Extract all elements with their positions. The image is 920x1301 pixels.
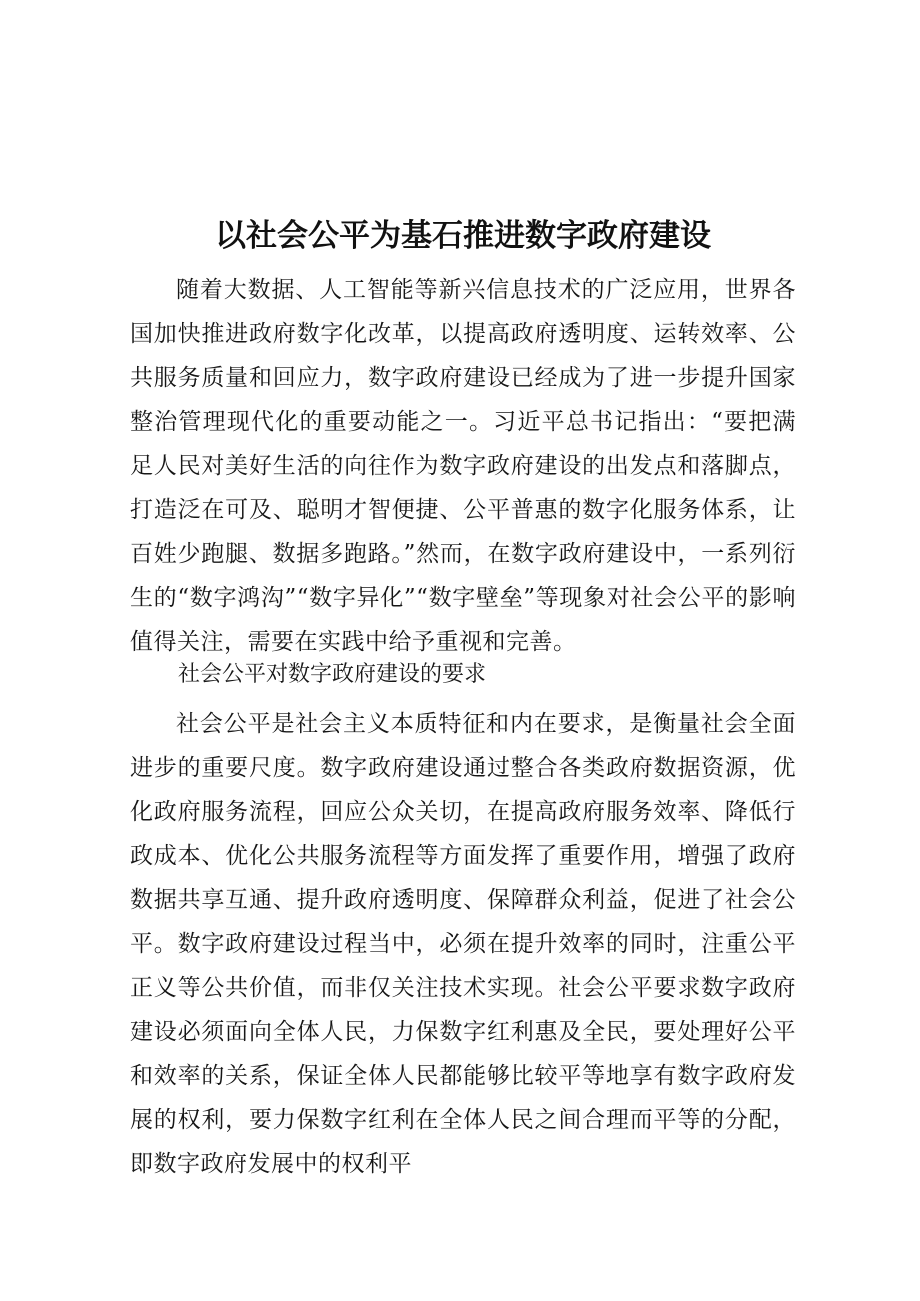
paragraph-intro: 随着大数据、人工智能等新兴信息技术的广泛应用，世界各国加快推进政府数字化改革，以提高政府透明度、运转效率、公共服务质量和回应力，数字政府建设已经成为了进一步提升国家整治管理现代化的重要动能之一。习近平总书记指出：“要把满足人民对美好生活的向往作为数字政府建设的出发点和落脚点，打造泛在可及、聪明才智便捷、公平普惠的数字化服务体系，让百姓少跑腿、数据多跑路。”然而，在数字政府建设中，一系列衍生的“数字鸿沟”“数字异化”“数字壁垒”等现象对社会公平的影响值得关注，需要在实践中给予重视和完善。 [130, 277, 796, 655]
document-title: 以社会公平为基石推进数字政府建设 [215, 218, 711, 254]
section-heading: 社会公平对数字政府建设的要求 [178, 662, 487, 687]
paragraph-social-fairness: 社会公平是社会主义本质特征和内在要求，是衡量社会全面进步的重要尺度。数字政府建设通过整合各类政府数据资源，优化政府服务流程，回应公众关切，在提高政府服务效率、降低行政成本、优化公共服务流程等方面发挥了重要作用，增强了政府数据共享互通、提升政府透明度、保障群众利益，促进了社会公平。数字政府建设过程当中，必须在提升效率的同时，注重公平正义等公共价值，而非仅关注技术实现。社会公平要求数字政府建设必须面向全体人民，力保数字红利惠及全民，要处理好公平和效率的关系，保证全体人民都能够比较平等地享有数字政府发展的权利，要力保数字红利在全体人民之间合理而平等的分配，即数字政府发展中的权利平 [130, 711, 796, 1177]
